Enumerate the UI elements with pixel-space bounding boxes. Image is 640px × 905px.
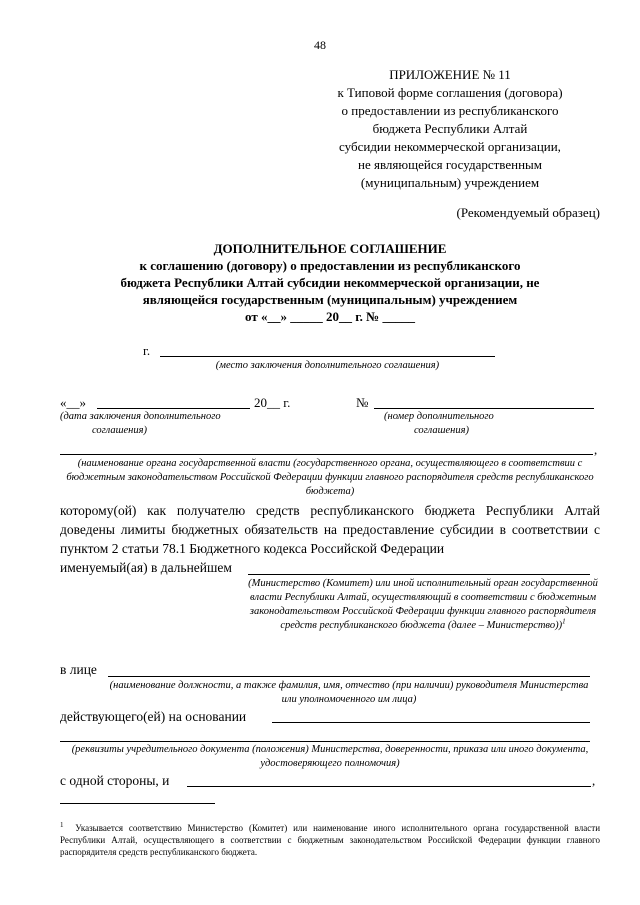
- date-caption: [60, 410, 270, 438]
- person-label: в лице: [60, 662, 97, 677]
- annex-line: о предоставлении из республиканского: [341, 103, 559, 118]
- footnote-text: Указывается соответствию Министерство (Комитет) или наименование иного исполнительного органа государственной власти Республики Алтай, осуществляющего в соответствии с бюджетным законодательством Российской Федерации функции главного распорядителя средств республиканского бюджета.: [60, 823, 601, 857]
- document-heading: [60, 240, 600, 325]
- page-number: 48: [314, 38, 326, 52]
- number-caption-line: соглашения): [414, 425, 469, 436]
- body-paragraph: которому(ой) как получателю средств республиканского бюджета Республики Алтай доведены лимиты бюджетных обязательств на предоставление субсидии в соответствии с пунктом 2 статьи 78.1 Бюджетного кодекса Российской Федерации: [60, 503, 600, 556]
- annex-block: [300, 66, 600, 192]
- annex-line: бюджета Республики Алтай: [372, 121, 528, 136]
- place-prefix: г.: [143, 343, 151, 358]
- number-caption-line: (номер дополнительного: [384, 411, 494, 422]
- footnote-mark: 1: [60, 821, 64, 829]
- heading-line: являющейся государственным (муниципальным) учреждением: [142, 292, 518, 307]
- heading-line: к соглашению (договору) о предоставлении из республиканского: [139, 258, 521, 273]
- footnote-reference: 1: [562, 617, 566, 626]
- footnote: [60, 822, 600, 858]
- date-year: 20__ г.: [254, 395, 291, 410]
- number-prefix: №: [356, 395, 369, 410]
- hereinafter-caption-text: (Министерство (Комитет) или иной исполнительный орган государственной власти Республики Алтай, осуществляющий в соответствии с бюджетным законодательством Российской Федерации функции главного распорядителя средств республиканского бюджета (далее – Министерство)): [248, 578, 598, 631]
- annex-line: субсидии некоммерческой организации,: [339, 139, 561, 154]
- annex-line: не являющейся государственным: [358, 157, 542, 172]
- footnote-separator: [60, 803, 215, 804]
- date-caption-line: (дата заключения дополнительного: [60, 411, 221, 422]
- annex-line: к Типовой форме соглашения (договора): [337, 85, 563, 100]
- place-caption: (место заключения дополнительного соглашения): [215, 360, 440, 371]
- one-side-field[interactable]: [187, 786, 591, 787]
- heading-line: бюджета Республики Алтай субсидии некоммерческой организации, не: [120, 275, 540, 290]
- number-caption: [374, 410, 594, 438]
- one-side-label: с одной стороны, и: [60, 773, 170, 788]
- heading-line: от «__» _____ 20__ г. № _____: [245, 309, 415, 324]
- date-month-field[interactable]: [97, 408, 250, 409]
- person-caption: (наименование должности, а также фамилия, имя, отчество (при наличии) руководителя Министерства или уполномоченного им лица): [109, 680, 589, 705]
- authority-caption: (наименование органа государственной власти (государственного органа, осуществляющего в соответствии с бюджетным законодательством Российской Федерации функции главного распорядителя средств республиканского бюджета): [66, 458, 594, 497]
- basis-field-2[interactable]: [60, 741, 590, 742]
- place-field[interactable]: [160, 356, 495, 357]
- date-day: «__»: [60, 395, 86, 410]
- heading-line: ДОПОЛНИТЕЛЬНОЕ СОГЛАШЕНИЕ: [213, 241, 447, 256]
- basis-caption: (реквизиты учредительного документа (положения) Министерства, доверенности, приказа или иного документа, удостоверяющего полномочия): [71, 744, 589, 769]
- one-side-comma: ,: [592, 773, 596, 788]
- basis-field-1[interactable]: [272, 722, 590, 723]
- person-field[interactable]: [108, 676, 590, 677]
- annex-title: ПРИЛОЖЕНИЕ № 11: [389, 67, 511, 82]
- hereinafter-caption: [248, 577, 598, 633]
- number-field[interactable]: [374, 408, 594, 409]
- authority-field[interactable]: [60, 454, 593, 455]
- annex-line: (муниципальным) учреждением: [360, 175, 540, 190]
- basis-label: действующего(ей) на основании: [60, 709, 247, 724]
- authority-comma: ,: [594, 442, 598, 457]
- hereinafter-field[interactable]: [248, 574, 590, 575]
- sample-label: (Рекомендуемый образец): [456, 205, 600, 220]
- date-caption-line: соглашения): [92, 425, 147, 436]
- hereinafter-label: именуемый(ая) в дальнейшем: [60, 560, 232, 575]
